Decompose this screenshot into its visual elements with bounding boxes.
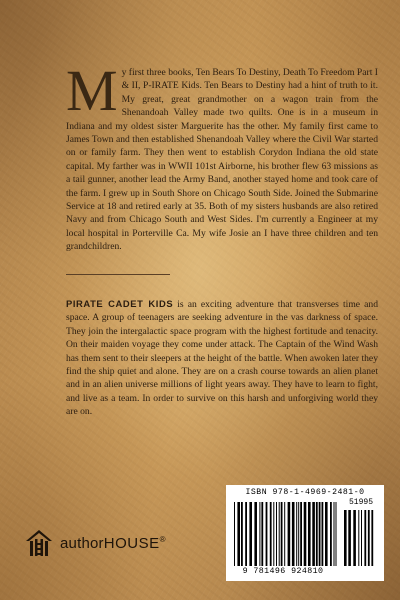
- barcode-bar: [270, 502, 272, 566]
- price-barcode-bars: [344, 510, 378, 566]
- barcode-bar: [276, 502, 277, 566]
- barcode-bar: [371, 510, 373, 566]
- book-title: PIRATE CADET KIDS: [66, 298, 174, 309]
- barcode-bar: [312, 502, 315, 566]
- price-code: 51995: [348, 498, 373, 507]
- barcode-bar: [325, 502, 328, 566]
- barcode-bar: [334, 502, 335, 566]
- isbn-barcode: [226, 485, 384, 581]
- barcode-bar: [254, 502, 257, 566]
- barcode-bar: [361, 510, 362, 566]
- drop-cap: M: [66, 58, 118, 123]
- barcode-bar: [241, 502, 243, 566]
- barcode-bar: [348, 510, 351, 566]
- barcode-bar: [298, 502, 299, 566]
- publisher-name-upper: HOUSE: [103, 534, 160, 552]
- isbn-label: ISBN 978-1-4969-2481-0: [245, 488, 365, 497]
- barcode-digits: 9 781496 924810: [242, 567, 324, 576]
- house-ladder-icon: [24, 528, 54, 558]
- barcode-bar: [364, 510, 366, 566]
- barcode-bar: [266, 502, 268, 566]
- book-blurb-paragraph: [66, 297, 378, 419]
- barcode-bar: [344, 510, 347, 566]
- barcode-bar: [292, 502, 295, 566]
- barcode-bar: [330, 502, 332, 566]
- barcode-bar: [296, 502, 297, 566]
- barcode-bar: [353, 510, 356, 566]
- barcode-bar: [273, 502, 274, 566]
- barcode-bar: [316, 502, 318, 566]
- barcode-bar: [322, 502, 324, 566]
- author-bio-text: y first three books, Ten Bears To Destiny, Death To Freedom Part I & II, P-IRATE Kids. Ten Bears to Destiny had a hint of truth to it. My great, great grandmother on a wagon train from the Shenandoah Valley made two quilts. One is in a museum in Indiana and my oldest sister Marguerite has the other. My family first came to James Town and then established Shenandoah Valley where the Civil War started on or family farm. They then went to establish Corydon Indiana the old state capital. My farther was in WWII 101st Airborne, his brother flew 63 missions as a tail gunner, another lead the Army Band, another stayed home and took care of the farm. I grew up in South Shore on Chicago South Side. Joined the Submarine Service at 18 and retired early at 35. Both of my sisters husbands are also retired Navy and from Chicago South and West Sides. I'm currently a Engineer at my local hospital in Porterville Ca. My wife Josie an I have three children and ten grandchildren.: [66, 67, 378, 253]
- registered-mark: ®: [159, 534, 166, 544]
- book-blurb: [66, 297, 378, 419]
- barcode-bar: [279, 502, 280, 566]
- publisher-logo: [24, 528, 166, 558]
- barcode-bar: [234, 502, 235, 566]
- publisher-name: [60, 535, 166, 552]
- publisher-name-lower: author: [60, 534, 104, 552]
- barcode-bar: [281, 502, 283, 566]
- barcode-bar: [304, 502, 307, 566]
- section-divider: [66, 274, 170, 275]
- barcode-bar: [237, 502, 240, 566]
- barcode-bar: [288, 502, 291, 566]
- barcode-bar: [300, 502, 302, 566]
- barcode-bar: [308, 502, 311, 566]
- barcode-bar: [336, 502, 337, 566]
- author-bio: [66, 58, 378, 254]
- barcode-bar: [319, 502, 321, 566]
- book-blurb-text: is an exciting adventure that transverses time and space. A group of teenagers are seeking adventure in the vas darkness of space. They join the intergalactic space program with the highest fortitude and tenacity. On their maiden voyage they come under attack. The Captain of the Wind Wash has them sent to their sleepers at the height of the battle. When awoken later they find the ship quiet and alone. They are on a crash course towards an alien planet and in an alien universe millions of light years away. They have to learn to fight, and live as a team. In order to survive on this harsh and unforgiving world they are on.: [66, 299, 379, 418]
- barcode-bar: [259, 502, 260, 566]
- barcode-bar: [358, 510, 359, 566]
- barcode-bar: [368, 510, 370, 566]
- barcode-bars: [234, 502, 340, 566]
- barcode-bar: [261, 502, 263, 566]
- barcode-bar: [245, 502, 247, 566]
- barcode-bar: [284, 502, 285, 566]
- barcode-bar: [249, 502, 252, 566]
